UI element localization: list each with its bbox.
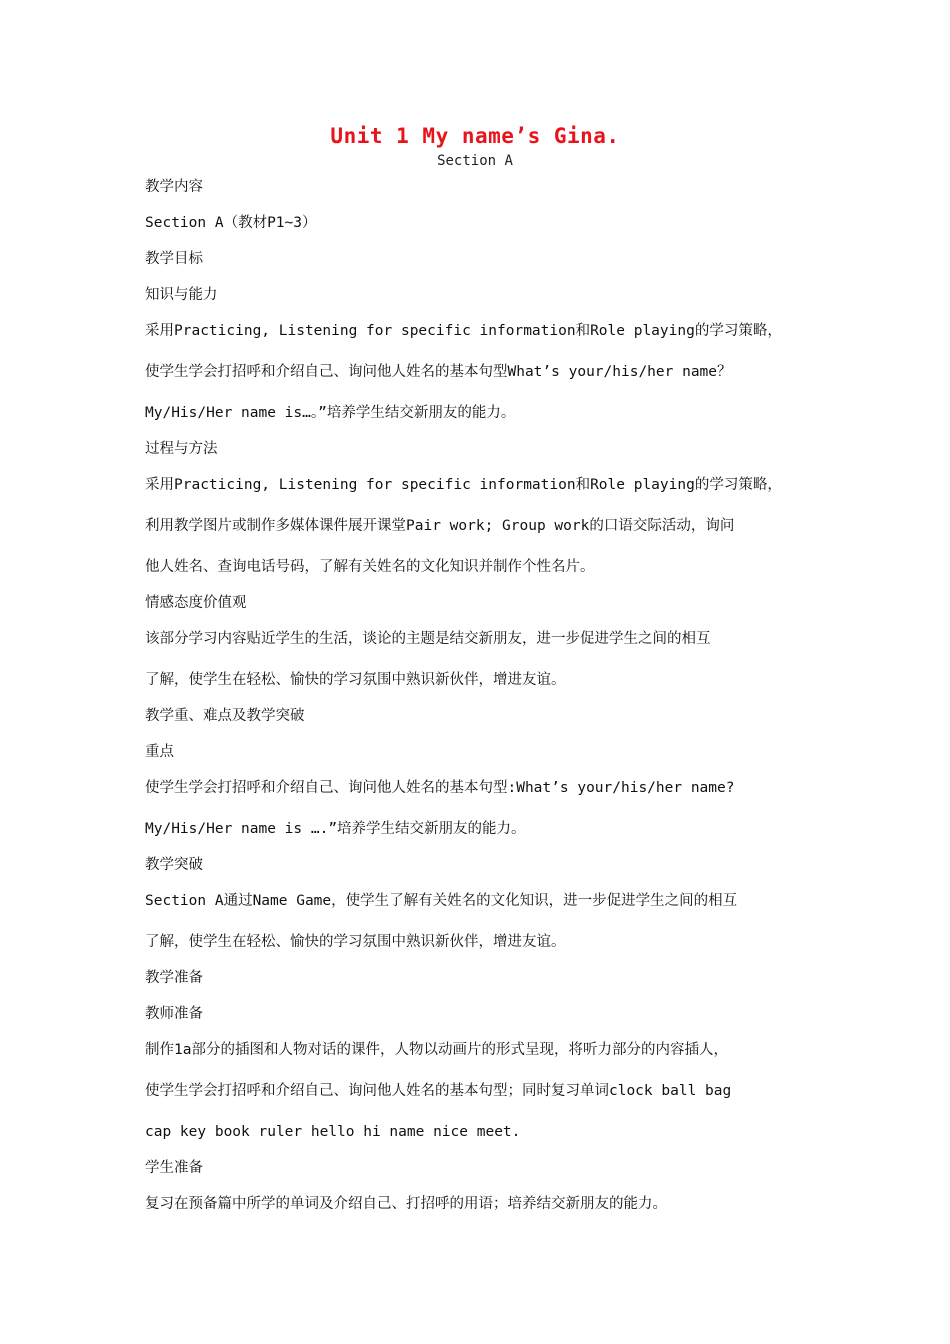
section-heading: 教师准备 (145, 1006, 203, 1022)
paragraph-line: 采用Practicing, Listening for specific information和Role playing的学习策略， (145, 477, 782, 493)
document-body (145, 177, 815, 1230)
paragraph-line: 他人姓名、查询电话号码，了解有关姓名的文化知识并制作个性名片。 (145, 559, 595, 575)
paragraph-line: 使学生学会打招呼和介绍自己、询问他人姓名的基本句型What’s your/his/her name？ (145, 364, 732, 380)
section-heading: 教学准备 (145, 970, 203, 986)
paragraph-line: cap key book ruler hello hi name nice meet. (145, 1124, 521, 1140)
document-subtitle: Section A (437, 153, 513, 169)
section-heading: 教学重、难点及教学突破 (145, 708, 305, 724)
section-heading: 学生准备 (145, 1160, 203, 1176)
section-heading: Section A（教材P1~3） (145, 215, 317, 231)
paragraph-line: 使学生学会打招呼和介绍自己、询问他人姓名的基本句型；同时复习单词clock ball bag (145, 1083, 732, 1099)
paragraph-line: 该部分学习内容贴近学生的生活，谈论的主题是结交新朋友，进一步促进学生之间的相互 (145, 631, 711, 647)
paragraph-line: 了解，使学生在轻松、愉快的学习氛围中熟识新伙伴，增进友谊。 (145, 672, 566, 688)
paragraph-line: 了解，使学生在轻松、愉快的学习氛围中熟识新伙伴，增进友谊。 (145, 934, 566, 950)
paragraph-line: 复习在预备篇中所学的单词及介绍自己、打招呼的用语；培养结交新朋友的能力。 (145, 1196, 667, 1212)
section-heading: 情感态度价值观 (145, 595, 247, 611)
paragraph-line: 采用Practicing, Listening for specific information和Role playing的学习策略， (145, 323, 782, 339)
section-heading: 过程与方法 (145, 441, 218, 457)
paragraph-line: My/His/Her name is…。”培养学生结交新朋友的能力。 (145, 405, 516, 421)
section-heading: 教学目标 (145, 251, 203, 267)
section-heading: 知识与能力 (145, 287, 218, 303)
paragraph-line: 制作1a部分的插图和人物对话的课件，人物以动画片的形式呈现，将听力部分的内容插人， (145, 1042, 728, 1058)
section-heading: 教学突破 (145, 857, 203, 873)
paragraph-line: 使学生学会打招呼和介绍自己、询问他人姓名的基本句型:What’s your/his/her name? (145, 780, 735, 796)
paragraph-line: 利用教学图片或制作多媒体课件展开课堂Pair work; Group work的口语交际活动，询问 (145, 518, 735, 534)
paragraph-line: Section A通过Name Game，使学生了解有关姓名的文化知识，进一步促进学生之间的相互 (145, 893, 738, 909)
document-title: Unit 1 My name’s Gina. (330, 124, 620, 148)
paragraph-line: My/His/Her name is ….”培养学生结交新朋友的能力。 (145, 821, 526, 837)
section-heading: 教学内容 (145, 179, 203, 195)
section-heading: 重点 (145, 744, 174, 760)
